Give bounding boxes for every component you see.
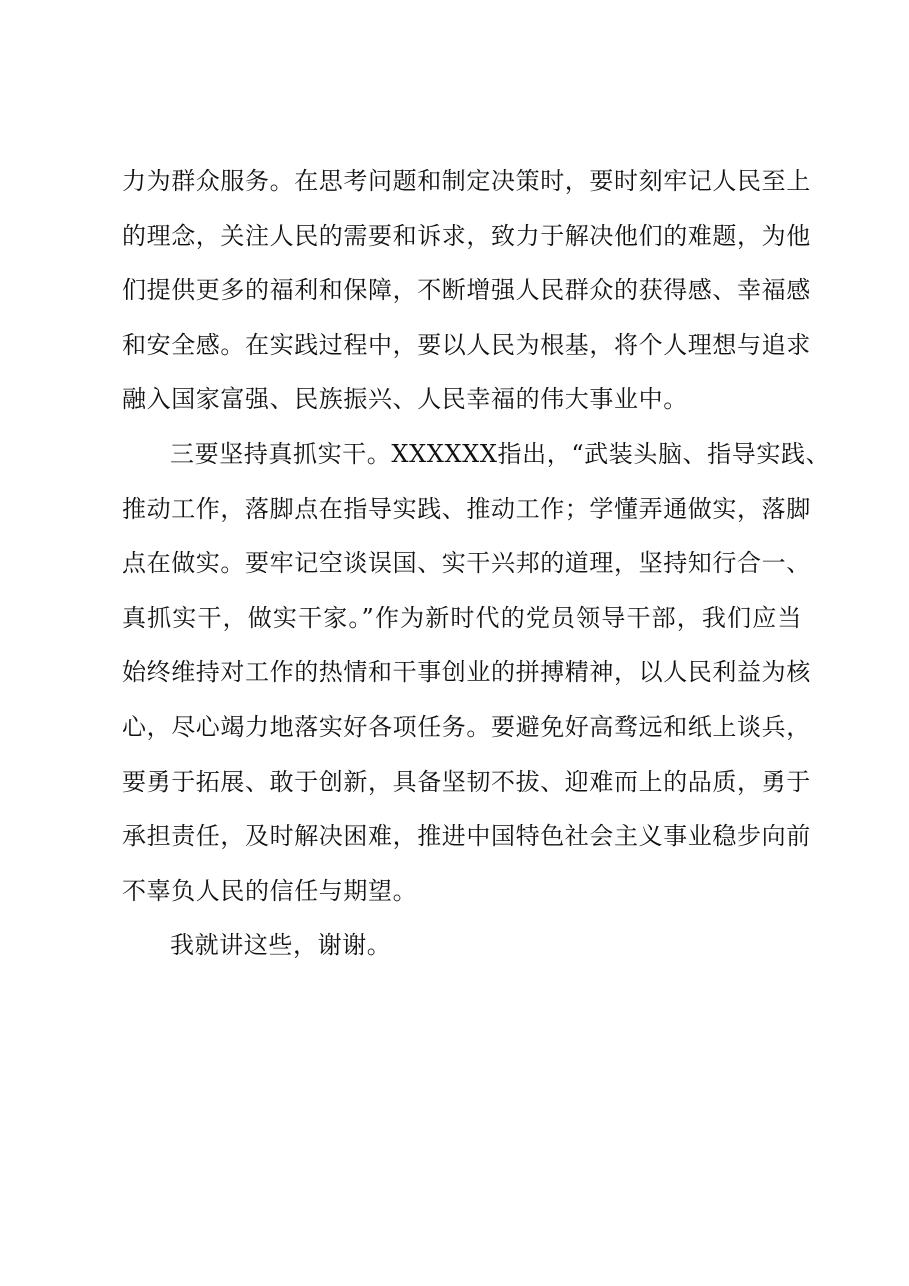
text-line: 不辜负人民的信任与期望。 (122, 876, 418, 905)
text-line: 三要坚持真抓实干。XXXXXX指出，“武装头脑、指导实践、 (170, 439, 831, 468)
text-line: 和安全感。在实践过程中，要以人民为根基，将个人理想与追求 (122, 330, 811, 359)
text-line: 要勇于拓展、敢于创新，具备坚韧不拔、迎难而上的品质，勇于 (122, 767, 811, 796)
text-line: 点在做实。要牢记空谈误国、实干兴邦的道理，坚持知行合一、 (122, 549, 811, 578)
text-line: 们提供更多的福利和保障，不断增强人民群众的获得感、幸福感 (122, 276, 811, 305)
text-line: 推动工作，落脚点在指导实践、推动工作；学懂弄通做实，落脚 (122, 494, 811, 523)
text-line: 力为群众服务。在思考问题和制定决策时，要时刻牢记人民至上 (122, 167, 811, 195)
document-body (122, 154, 831, 973)
text-line: 始终维持对工作的热情和干事创业的拼搏精神，以人民利益为核 (122, 658, 811, 687)
text-line: 真抓实干，做实干家。”作为新时代的党员领导干部，我们应当 (122, 603, 802, 632)
text-line: 的理念，关注人民的需要和诉求，致力于解决他们的难题，为他 (122, 221, 811, 250)
text-line: 我就讲这些，谢谢。 (170, 931, 392, 960)
text-line: 融入国家富强、民族振兴、人民幸福的伟大事业中。 (122, 385, 688, 414)
text-line: 心，尽心竭力地落实好各项任务。要避免好高骛远和纸上谈兵， (122, 712, 811, 741)
text-line: 承担责任，及时解决困难，推进中国特色社会主义事业稳步向前 (122, 822, 811, 851)
